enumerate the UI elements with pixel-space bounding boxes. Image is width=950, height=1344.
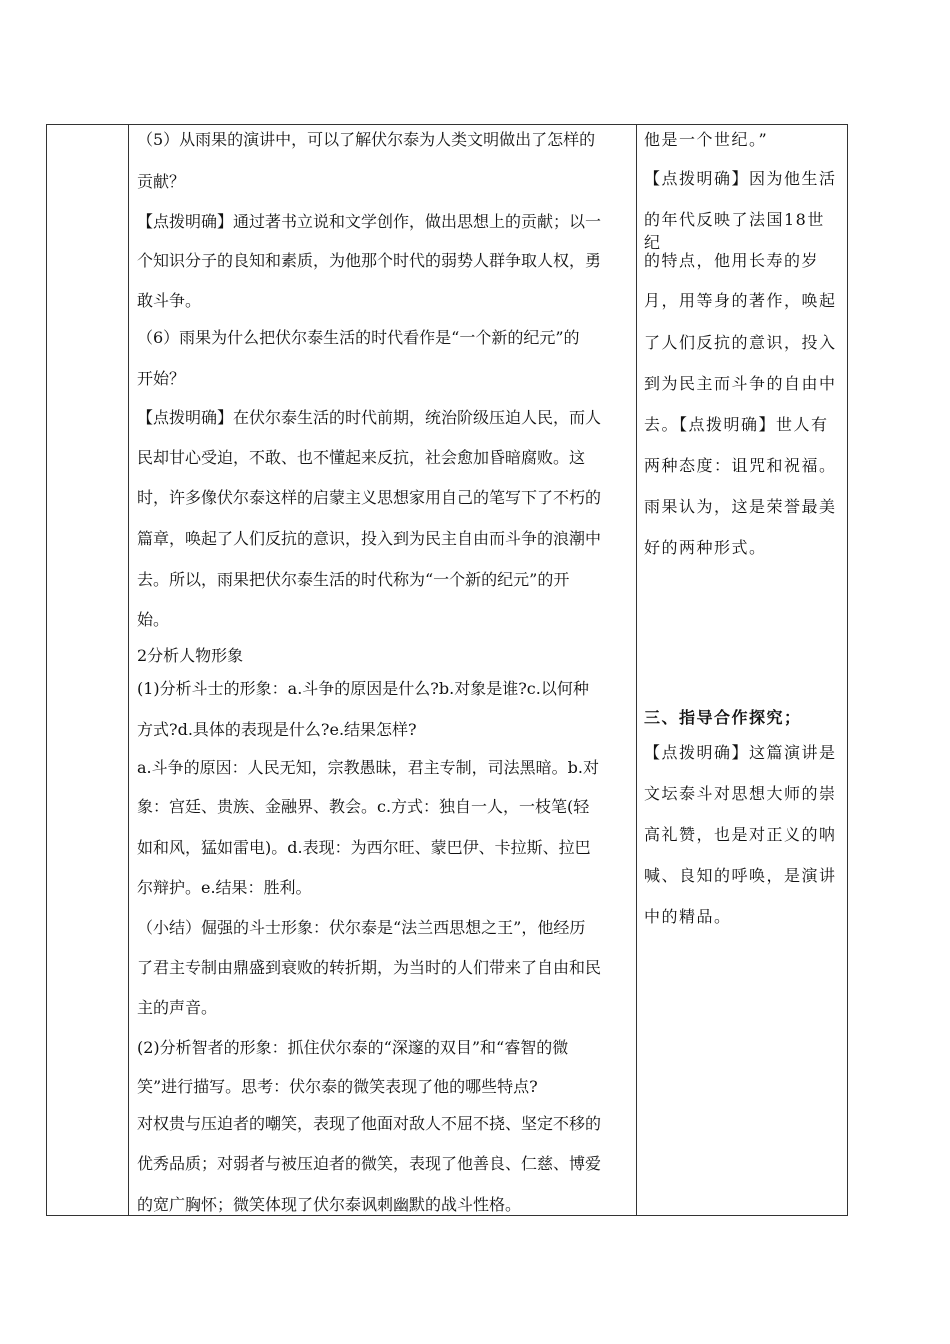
side-note-line-4: 喊、良知的呼唤，是演讲: [644, 866, 837, 885]
fighter-answer-line2: 象：宫廷、贵族、金融界、教会。c.方式：独自一人，一枝笔(轻: [137, 797, 590, 816]
answer-5-line3: 敢斗争。: [137, 291, 202, 310]
sage-question-line1: (2)分析智者的形象：抓住伏尔泰的“深邃的双目”和“睿智的微: [137, 1038, 569, 1057]
side-line-2: 【点拨明确】因为他生活: [644, 169, 837, 188]
side-line-5: 月，用等身的著作，唤起: [644, 291, 837, 310]
side-line-10: 雨果认为，这是荣誉最美: [644, 497, 837, 516]
side-line-7: 到为民主而斗争的自由中: [644, 374, 837, 393]
sage-answer-line3: 的宽广胸怀；微笑体现了伏尔泰讽刺幽默的战斗性格。: [137, 1195, 522, 1214]
answer-6-line4: 篇章，唤起了人们反抗的意识，投入到为民主自由而斗争的浪潮中: [137, 529, 602, 548]
answer-6-line2: 民却甘心受迫，不敢、也不懂起来反抗，社会愈加昏暗腐败。这: [137, 448, 586, 467]
answer-6-line5: 去。所以，雨果把伏尔泰生活的时代称为“一个新的纪元”的开: [137, 570, 570, 589]
summary-line1: （小结）倔强的斗士形象：伏尔泰是“法兰西思想之王”，他经历: [137, 918, 586, 937]
section-heading-3: 三、指导合作探究；: [644, 708, 802, 727]
fighter-answer-line3: 如和风，猛如雷电)。d.表现：为西尔旺、蒙巴伊、卡拉斯、拉巴: [137, 838, 591, 857]
side-line-9: 两种态度：诅咒和祝福。: [644, 456, 837, 475]
column-divider-left: [128, 125, 129, 1215]
answer-6-line1: 【点拨明确】在伏尔泰生活的时代前期，统治阶级压迫人民，而人: [137, 408, 602, 427]
sage-answer-line2: 优秀品质；对弱者与被压迫者的微笑，表现了他善良、仁慈、博爱: [137, 1154, 602, 1173]
section-heading-2: 2分析人物形象: [137, 646, 244, 665]
side-line-1: 他是一个世纪。”: [644, 130, 769, 149]
side-note-line-2: 文坛泰斗对思想大师的崇: [644, 784, 837, 803]
summary-line3: 主的声音。: [137, 998, 218, 1017]
answer-6-line3: 时，许多像伏尔泰这样的启蒙主义思想家用自己的笔写下了不朽的: [137, 488, 602, 507]
fighter-answer-line1: a.斗争的原因：人民无知，宗教愚昧，君主专制，司法黑暗。b.对: [137, 758, 599, 777]
summary-line2: 了君主专制由鼎盛到衰败的转折期，为当时的人们带来了自由和民: [137, 958, 602, 977]
side-line-8: 去。【点拨明确】世人有: [644, 415, 829, 434]
question-5-line2: 贡献？: [137, 172, 186, 191]
column-divider-right: [636, 125, 637, 1215]
side-line-4: 的特点，他用长寿的岁: [644, 251, 820, 270]
side-note-line-3: 高礼赞，也是对正义的呐: [644, 825, 837, 844]
side-note-line-1: 【点拨明确】这篇演讲是: [644, 743, 837, 762]
sage-question-line2: 笑”进行描写。思考：伏尔泰的微笑表现了他的哪些特点?: [137, 1077, 538, 1096]
fighter-question-line1: (1)分析斗士的形象：a.斗争的原因是什么?b.对象是谁?c.以何种: [137, 679, 589, 698]
side-note-line-5: 中的精品。: [644, 907, 732, 926]
question-6-line1: （6）雨果为什么把伏尔泰生活的时代看作是“一个新的纪元”的: [137, 328, 580, 347]
sage-answer-line1: 对权贵与压迫者的嘲笑，表现了他面对敌人不屈不挠、坚定不移的: [137, 1114, 602, 1133]
question-5-line1: （5）从雨果的演讲中，可以了解伏尔泰为人类文明做出了怎样的: [137, 130, 596, 149]
answer-5-line2: 个知识分子的良知和素质，为他那个时代的弱势人群争取人权，勇: [137, 251, 602, 270]
lesson-table: [46, 124, 848, 1216]
question-6-line2: 开始？: [137, 369, 186, 388]
answer-6-line6: 始。: [137, 610, 170, 629]
fighter-answer-line4: 尔辩护。e.结果：胜利。: [137, 878, 312, 897]
side-line-3: 的年代反映了法国18世纪: [644, 210, 825, 252]
side-line-6: 了人们反抗的意识，投入: [644, 333, 837, 352]
side-line-11: 好的两种形式。: [644, 538, 767, 557]
fighter-question-line2: 方式?d.具体的表现是什么?e.结果怎样?: [137, 720, 417, 739]
answer-5-line1: 【点拨明确】通过著书立说和文学创作，做出思想上的贡献；以一: [137, 212, 602, 231]
